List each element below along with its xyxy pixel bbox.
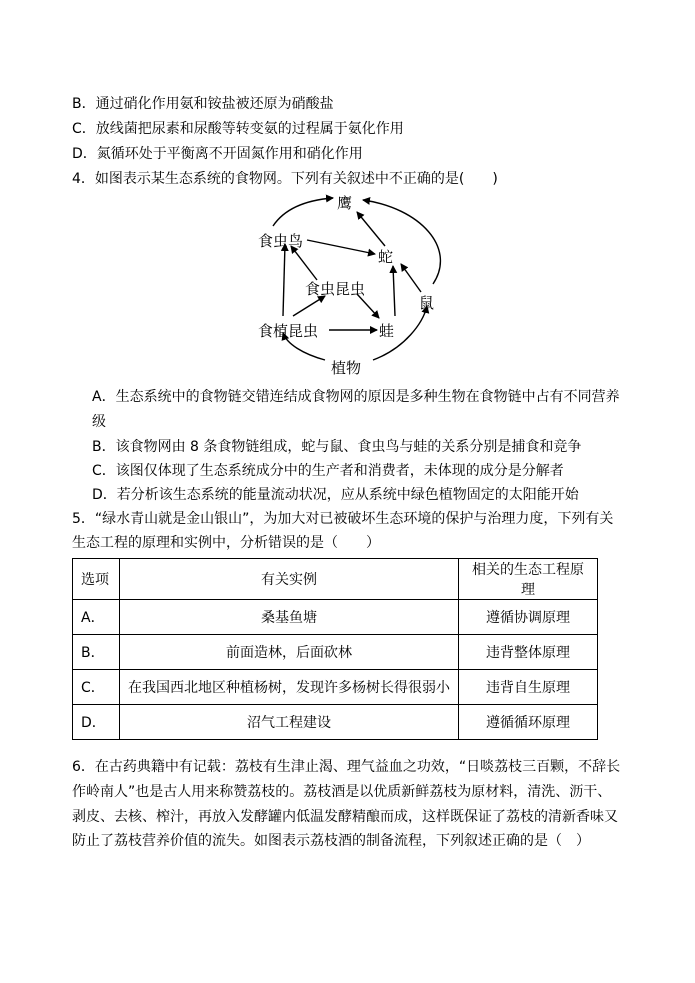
arrow-mouse-snake <box>401 264 421 292</box>
table-cell: D． <box>73 705 120 740</box>
node-mouse: 鼠 <box>419 294 435 312</box>
table-cell: 遵循循环原理 <box>459 705 598 740</box>
table-cell: 前面造林，后面砍林 <box>120 635 459 670</box>
table-header-row <box>73 559 598 600</box>
table-cell: 违背自生原理 <box>459 670 598 705</box>
node-insect-insect: 食虫昆虫 <box>305 280 366 298</box>
table-cell: A． <box>73 600 120 635</box>
q4-option-a-cont: 级 <box>92 414 106 430</box>
q5-stem-line1: 5．“绿水青山就是金山银山”，为加大对已被破坏生态环境的保护与治理力度，下列有关 <box>72 511 614 527</box>
arrow-frog-snake <box>393 266 395 316</box>
node-herb-insect: 食植昆虫 <box>258 322 319 340</box>
arrow-bird-eagle <box>273 198 333 226</box>
arrow-bird-snake <box>307 240 375 254</box>
food-web-diagram <box>245 188 455 378</box>
node-eagle: 鹰 <box>337 194 353 212</box>
q6-line3: 剥皮、去核、榨汁，再放入发酵罐内低温发酵精酿而成，这样既保证了荔枝的清新香味又 <box>72 809 618 825</box>
table-cell: 遵循协调原理 <box>459 600 598 635</box>
node-insect-bird: 食虫鸟 <box>258 232 304 250</box>
q6-line4: 防止了荔枝营养价值的流失。如图表示荔枝酒的制备流程，下列叙述正确的是（ ） <box>72 833 590 849</box>
table-row <box>73 635 598 670</box>
table-header-cell: 有关实例 <box>120 559 459 600</box>
q5-stem-line2: 生态工程的原理和实例中，分析错误的是（ ） <box>72 535 380 551</box>
table-header-cell: 相关的生态工程原理 <box>459 559 598 600</box>
q6-line2: 作岭南人”也是古人用来称赞荔枝的。荔枝酒是以优质新鲜荔枝为原材料，清洗、沥干、 <box>72 784 612 800</box>
table-cell: 桑基鱼塘 <box>120 600 459 635</box>
table-row <box>73 670 598 705</box>
q4-option-a: A．生态系统中的食物链交错连结成食物网的原因是多种生物在食物链中占有不同营养 <box>92 389 620 405</box>
arrow-insectinsect-bird <box>291 246 317 280</box>
table-header-cell: 选项 <box>73 559 120 600</box>
q4-option-d: D．若分析该生态系统的能量流动状况，应从系统中绿色植物固定的太阳能开始 <box>92 487 579 503</box>
q4-option-c: C．该图仅体现了生态系统成分中的生产者和消费者，未体现的成分是分解者 <box>92 463 564 479</box>
q4-stem: 4．如图表示某生态系统的食物网。下列有关叙述中不正确的是( ) <box>72 171 498 187</box>
table-cell: B． <box>73 635 120 670</box>
q3-option-c: C．放线菌把尿素和尿酸等转变氨的过程属于氨化作用 <box>72 121 404 137</box>
q5-table <box>72 558 598 740</box>
arrow-herb-bird <box>283 244 285 316</box>
node-plant: 植物 <box>331 359 362 377</box>
q4-option-b: B．该食物网由 8 条食物链组成，蛇与鼠、食虫鸟与蛙的关系分别是捕食和竞争 <box>92 439 582 455</box>
table-row <box>73 705 598 740</box>
q3-option-d: D．氮循环处于平衡离不开固氮作用和硝化作用 <box>72 146 363 162</box>
arrow-snake-eagle <box>357 212 385 246</box>
table-cell: C． <box>73 670 120 705</box>
arrow-mouse-eagle <box>363 200 440 284</box>
table-cell: 违背整体原理 <box>459 635 598 670</box>
arrow-herb-insectinsect <box>293 296 325 316</box>
table-row <box>73 600 598 635</box>
q6-line1: 6．在古药典籍中有记载：荔枝有生津止渴、理气益血之功效，“日啖荔枝三百颗，不辞长 <box>72 759 621 775</box>
q3-option-b: B．通过硝化作用氨和铵盐被还原为硝酸盐 <box>72 96 334 112</box>
table-cell: 在我国西北地区种植杨树，发现许多杨树长得很弱小 <box>120 670 459 705</box>
node-frog: 蛙 <box>379 322 395 340</box>
table-cell: 沼气工程建设 <box>120 705 459 740</box>
node-snake: 蛇 <box>378 248 394 266</box>
